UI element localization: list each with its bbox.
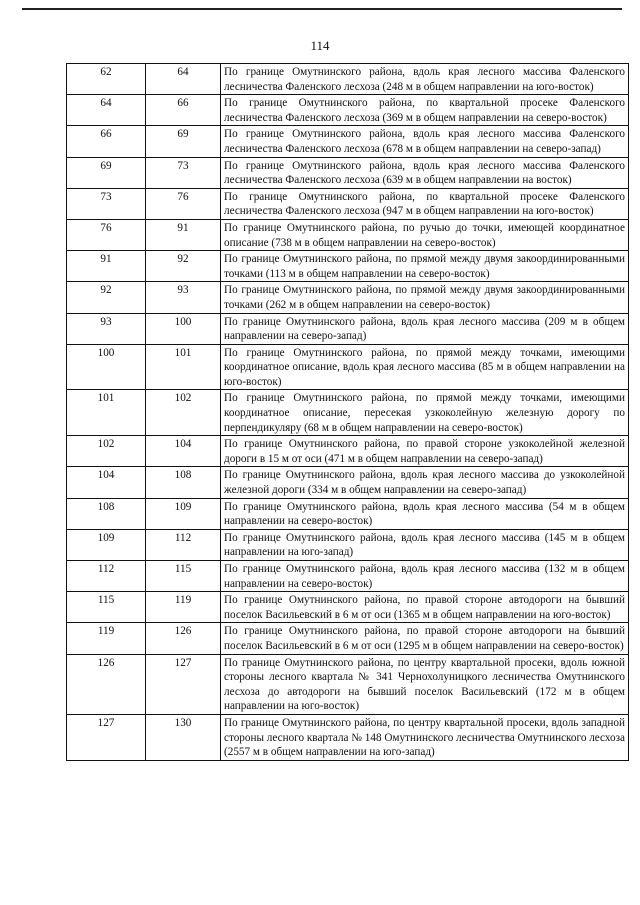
- point-from-cell: 101: [67, 390, 146, 436]
- point-to-cell: 126: [146, 623, 221, 654]
- table-row: [67, 188, 629, 219]
- point-to-cell: 100: [146, 313, 221, 344]
- point-to-cell: 108: [146, 467, 221, 498]
- point-from-cell: 112: [67, 561, 146, 592]
- point-to-cell: 127: [146, 654, 221, 714]
- description-cell: По границе Омутнинского района, по прямой между точками, имеющими координатное описание, вдоль края лесного массива (85 м в общем направлении на юго-восток): [221, 344, 629, 390]
- table-row: [67, 251, 629, 282]
- point-to-cell: 130: [146, 714, 221, 760]
- description-cell: По границе Омутнинского района, вдоль края лесного массива (209 м в общем направлении на северо-запад): [221, 313, 629, 344]
- point-to-cell: 91: [146, 219, 221, 250]
- point-from-cell: 108: [67, 498, 146, 529]
- point-from-cell: 91: [67, 251, 146, 282]
- point-to-cell: 101: [146, 344, 221, 390]
- table-row: [67, 592, 629, 623]
- table-row: [67, 344, 629, 390]
- point-to-cell: 93: [146, 282, 221, 313]
- point-to-cell: 92: [146, 251, 221, 282]
- description-cell: По границе Омутнинского района, по прямой между двумя закоординированными точками (262 м в общем направлении на северо-восток): [221, 282, 629, 313]
- point-from-cell: 102: [67, 436, 146, 467]
- point-from-cell: 92: [67, 282, 146, 313]
- page-number: 114: [310, 38, 330, 53]
- table-body: [67, 64, 629, 761]
- point-from-cell: 76: [67, 219, 146, 250]
- point-to-cell: 115: [146, 561, 221, 592]
- point-to-cell: 66: [146, 95, 221, 126]
- description-cell: По границе Омутнинского района, вдоль края лесного массива Фаленского лесничества Фаленского лесхоза (639 м в общем направлении на восток): [221, 157, 629, 188]
- description-cell: По границе Омутнинского района, по правой стороне автодороги на бывший поселок Васильевский в 6 м от оси (1365 м в общем направлении на юго-восток): [221, 592, 629, 623]
- point-to-cell: 76: [146, 188, 221, 219]
- point-from-cell: 115: [67, 592, 146, 623]
- point-from-cell: 62: [67, 64, 146, 95]
- description-cell: По границе Омутнинского района, по квартальной просеке Фаленского лесничества Фаленского лесхоза (947 м в общем направлении на юго-восток): [221, 188, 629, 219]
- table-row: [67, 95, 629, 126]
- point-to-cell: 64: [146, 64, 221, 95]
- table-row: [67, 126, 629, 157]
- description-cell: По границе Омутнинского района, по правой стороне узкоколейной железной дороги в 15 м от оси (471 м в общем направлении на северо-запад): [221, 436, 629, 467]
- description-cell: По границе Омутнинского района, вдоль края лесного массива Фаленского лесничества Фаленского лесхоза (248 м в общем направлении на юго-восток): [221, 64, 629, 95]
- point-from-cell: 104: [67, 467, 146, 498]
- point-from-cell: 100: [67, 344, 146, 390]
- description-cell: По границе Омутнинского района, вдоль края лесного массива (145 м в общем направлении на юго-запад): [221, 529, 629, 560]
- description-cell: По границе Омутнинского района, вдоль края лесного массива Фаленского лесничества Фаленского лесхоза (678 м в общем направлении на северо-запад): [221, 126, 629, 157]
- description-cell: По границе Омутнинского района, по центру квартальной просеки, вдоль южной стороны лесного квартала № 341 Чернохолуницкого лесничества Омутнинского лесхоза до автодороги на бывший поселок Васильевский (172 м в общем направлении на юго-восток): [221, 654, 629, 714]
- point-to-cell: 73: [146, 157, 221, 188]
- table-row: [67, 219, 629, 250]
- boundary-table: [66, 63, 629, 761]
- table-row: [67, 157, 629, 188]
- table-row: [67, 529, 629, 560]
- description-cell: По границе Омутнинского района, по центру квартальной просеки, вдоль западной стороны лесного квартала № 148 Омутнинского лесничества Омутнинского лесхоза (2557 м в общем направлении на юго-запад): [221, 714, 629, 760]
- point-from-cell: 64: [67, 95, 146, 126]
- point-from-cell: 126: [67, 654, 146, 714]
- description-cell: По границе Омутнинского района, по правой стороне автодороги на бывший поселок Васильевский в 6 м от оси (1295 м в общем направлении на северо-восток): [221, 623, 629, 654]
- table-row: [67, 436, 629, 467]
- description-cell: По границе Омутнинского района, по ручью до точки, имеющей координатное описание (738 м в общем направлении на северо-восток): [221, 219, 629, 250]
- point-from-cell: 109: [67, 529, 146, 560]
- point-from-cell: 66: [67, 126, 146, 157]
- table-row: [67, 714, 629, 760]
- description-cell: По границе Омутнинского района, по квартальной просеке Фаленского лесничества Фаленского лесхоза (369 м в общем направлении на северо-восток): [221, 95, 629, 126]
- point-from-cell: 73: [67, 188, 146, 219]
- table-row: [67, 282, 629, 313]
- table-row: [67, 313, 629, 344]
- point-from-cell: 93: [67, 313, 146, 344]
- point-to-cell: 112: [146, 529, 221, 560]
- point-from-cell: 119: [67, 623, 146, 654]
- table-row: [67, 467, 629, 498]
- table-row: [67, 390, 629, 436]
- point-to-cell: 69: [146, 126, 221, 157]
- point-from-cell: 69: [67, 157, 146, 188]
- description-cell: По границе Омутнинского района, по прямой между точками, имеющими координатное описание, пересекая узкоколейную железную дорогу по перпендикуляру (68 м в общем направлении на северо-восток): [221, 390, 629, 436]
- table-row: [67, 64, 629, 95]
- table-row: [67, 561, 629, 592]
- point-to-cell: 109: [146, 498, 221, 529]
- table-row: [67, 498, 629, 529]
- description-cell: По границе Омутнинского района, вдоль края лесного массива до узкоколейной железной дороги (334 м в общем направлении на северо-запад): [221, 467, 629, 498]
- point-to-cell: 119: [146, 592, 221, 623]
- table-row: [67, 623, 629, 654]
- table-row: [67, 654, 629, 714]
- description-cell: По границе Омутнинского района, вдоль края лесного массива (132 м в общем направлении на северо-восток): [221, 561, 629, 592]
- point-to-cell: 104: [146, 436, 221, 467]
- description-cell: По границе Омутнинского района, вдоль края лесного массива (54 м в общем направлении на северо-восток): [221, 498, 629, 529]
- point-to-cell: 102: [146, 390, 221, 436]
- description-cell: По границе Омутнинского района, по прямой между двумя закоординированными точками (113 м в общем направлении на северо-восток): [221, 251, 629, 282]
- point-from-cell: 127: [67, 714, 146, 760]
- top-rule: [22, 8, 622, 10]
